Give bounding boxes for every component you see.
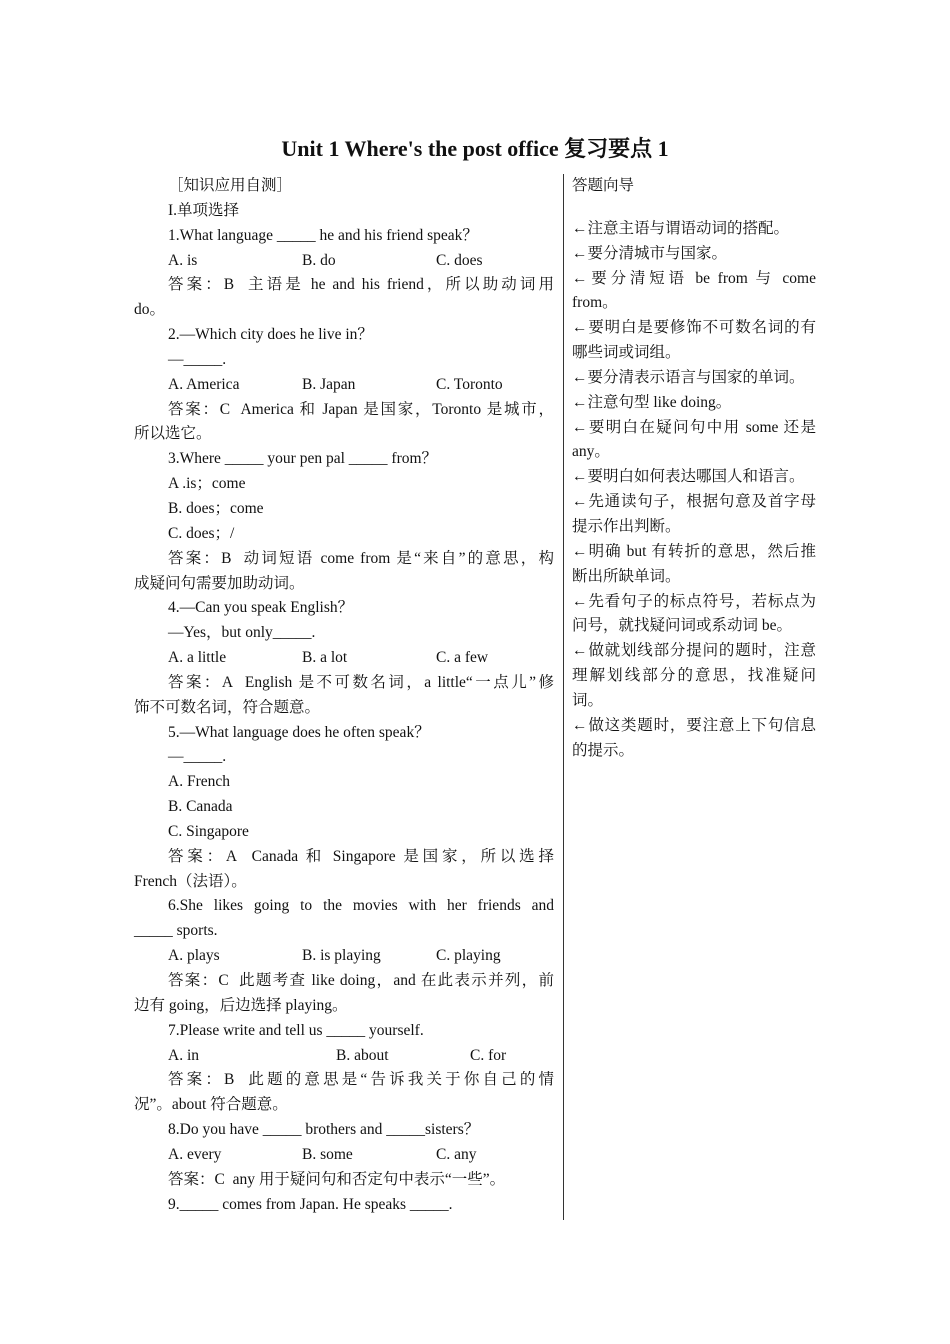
option-b: B. Canada [168,798,233,816]
question-8-answer: 答案：C any 用于疑问句和否定句中表示“一些”。 [168,1170,506,1188]
option-c: C. does [436,251,483,269]
exercise-column [134,174,554,1217]
question-7-answer: 答案：B 此题的意思是“告诉我关于你自己的情 [168,1071,554,1089]
question-5-answer-cont: French（法语）。 [134,872,247,890]
question-2-answer-cont: 所以选它。 [134,425,212,443]
question-6-stem-cont: _____ sports. [134,922,218,940]
option-b: B. Japan [302,375,356,393]
question-9-stem: 9._____ comes from Japan. He speaks _____. [168,1195,453,1213]
guide-column [572,174,816,763]
option-a: A. every [168,1145,222,1163]
guide-tip: ←要明白在疑问句中用 some 还是 any。 [572,418,816,461]
guide-tip: ←注意主语与谓语动词的搭配。 [572,219,790,237]
question-5-stem: 5.—What language does he often speak？ [168,723,430,741]
option-b: B. a lot [302,649,348,667]
question-2-answer: 答案：C America 和 Japan 是国家，Toronto 是城市， [168,400,554,418]
guide-tip: ←做这类题时，要注意上下句信息的提示。 [572,716,816,759]
question-4-options [134,646,554,671]
question-1-options [134,249,554,274]
option-b: B. about [336,1046,389,1064]
guide-tip: ←要分清短语 be from 与 come from。 [572,269,816,312]
question-1-answer: 答案：B 主语是 he and his friend，所以助动词用 [168,276,554,294]
question-6-answer: 答案：C 此题考查 like doing，and 在此表示并列，前 [168,972,554,989]
option-a: A. America [168,375,240,393]
guide-tip: ←注意句型 like doing。 [572,393,732,411]
guide-tip: ←做就划线部分提问的题时，注意理解划线部分的意思，找准疑问词。 [572,642,816,709]
question-8-options [134,1143,554,1168]
option-c: C. any [436,1145,477,1163]
section-heading: ［知识应用自测］ [168,177,293,194]
column-divider [563,174,564,1220]
option-c: C. Singapore [168,822,249,840]
question-4-stem: 4.—Can you speak English？ [168,599,354,617]
option-c: C. for [470,1046,507,1064]
question-5-reply: —_____. [168,748,227,766]
guide-tip: ←要明白如何表达哪国人和语言。 [572,468,805,486]
question-8-stem: 8.Do you have _____ brothers and _____sisters？ [168,1121,480,1139]
document-title: Unit 1 Where's the post office 复习要点 1 [281,136,669,161]
option-a: A. is [168,251,198,269]
question-5-answer: 答案：A Canada 和 Singapore 是国家，所以选择 [168,847,554,865]
part-heading: I.单项选择 [168,201,240,219]
option-b: B. is playing [302,947,381,965]
option-b: B. does；come [168,499,264,517]
question-3-answer: 答案：B 动词短语 come from 是“来自”的意思，构 [168,549,554,567]
guide-tip: ←要分清城市与国家。 [572,244,728,262]
question-7-options [134,1044,554,1069]
question-7-stem: 7.Please write and tell us _____ yourself. [168,1021,424,1039]
question-7-answer-cont: 况”。about 符合题意。 [134,1096,288,1114]
question-4-reply: —Yes，but only_____. [168,624,316,642]
question-1-stem: 1.What language _____ he and his friend speak？ [168,226,478,244]
option-c: C. a few [436,649,489,667]
option-c: C. playing [436,947,501,965]
question-2-reply: —_____. [168,350,227,368]
question-3-answer-cont: 成疑问句需要加助动词。 [134,574,305,592]
question-2-stem: 2.—Which city does he live in？ [168,326,373,344]
question-2-options [134,373,554,398]
option-c: C. does；/ [168,524,235,542]
guide-tip: ←明确 but 有转折的意思，然后推断出所缺单词。 [572,542,816,585]
option-a: A. French [168,773,230,791]
question-6-answer-cont: 边有 going，后边选择 playing。 [134,996,348,1014]
option-b: B. do [302,251,336,269]
question-4-answer: 答案：A English 是不可数名词，a little“一点儿”修 [168,673,554,691]
question-1-answer-cont: do。 [134,301,166,319]
option-a: A. a little [168,649,227,667]
option-a: A .is；come [168,475,246,493]
option-c: C. Toronto [436,375,503,393]
question-6-stem: 6.She likes going to the movies with her friends and [168,897,554,915]
question-4-answer-cont: 饰不可数名词，符合题意。 [134,698,321,716]
guide-heading: 答题向导 [572,177,635,194]
question-3-stem: 3.Where _____ your pen pal _____ from？ [168,450,438,468]
option-a: A. plays [168,947,220,965]
guide-tip: ←先看句子的标点符号，若标点为问号，就找疑问词或系动词 be。 [572,592,816,635]
option-b: B. some [302,1145,353,1163]
option-a: A. in [168,1046,199,1064]
guide-tip: ←要明白是要修饰不可数名词的有哪些词或词组。 [572,319,816,362]
guide-tip: ←先通读句子，根据句意及首字母提示作出判断。 [572,493,816,535]
question-6-options [134,944,554,969]
guide-tip: ←要分清表示语言与国家的单词。 [572,368,805,386]
